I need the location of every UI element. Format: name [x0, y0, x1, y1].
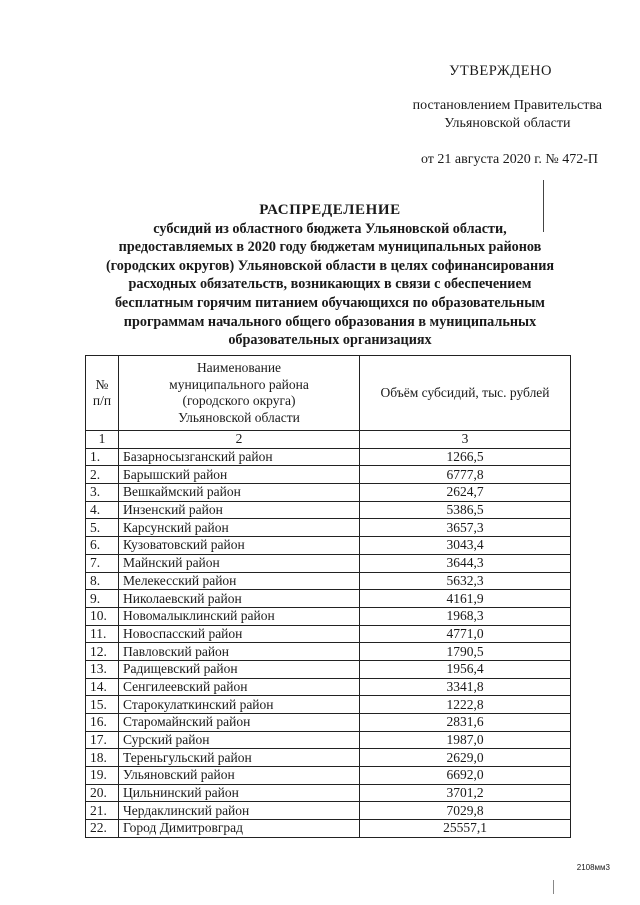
- subsidy-amount: 1956,4: [360, 660, 571, 678]
- row-number: 16.: [86, 714, 119, 732]
- header-name-line: (городского округа): [182, 393, 296, 408]
- index-cell: 1: [86, 431, 119, 449]
- district-name: Инзенский район: [119, 501, 360, 519]
- heading-line: программам начального общего образования в муниципальных: [123, 313, 537, 330]
- row-number: 9.: [86, 590, 119, 608]
- district-name: Радищевский район: [119, 660, 360, 678]
- table-row: [86, 554, 571, 572]
- row-number: 4.: [86, 501, 119, 519]
- document-code: 2108мм3: [576, 863, 610, 872]
- table-header-row: [86, 356, 571, 431]
- subsidy-amount: 1790,5: [360, 643, 571, 661]
- table-row: [86, 519, 571, 537]
- row-number: 6.: [86, 537, 119, 555]
- subsidy-amount: 6692,0: [360, 767, 571, 785]
- row-number: 14.: [86, 678, 119, 696]
- district-name: Барышский район: [119, 466, 360, 484]
- subsidy-amount: 7029,8: [360, 802, 571, 820]
- district-name: Кузоватовский район: [119, 537, 360, 555]
- row-number: 18.: [86, 749, 119, 767]
- district-name: Тереньгульский район: [119, 749, 360, 767]
- subsidy-amount: 4771,0: [360, 625, 571, 643]
- heading-line: бесплатным горячим питанием обучающихся по образовательным: [115, 294, 545, 311]
- district-name: Карсунский район: [119, 519, 360, 537]
- subsidy-amount: 1987,0: [360, 731, 571, 749]
- header-num-line: п/п: [92, 393, 112, 408]
- document-heading: [70, 201, 590, 350]
- heading-line: образовательных организациях: [228, 332, 432, 349]
- row-number: 5.: [86, 519, 119, 537]
- row-number: 20.: [86, 784, 119, 802]
- approval-title: УТВЕРЖДЕНО: [449, 63, 552, 79]
- table-row: [86, 784, 571, 802]
- header-name: [119, 356, 360, 431]
- table-row: [86, 572, 571, 590]
- subsidy-amount: 5386,5: [360, 501, 571, 519]
- index-cell: 3: [360, 431, 571, 449]
- district-name: Новомалыклинский район: [119, 607, 360, 625]
- heading-line: предоставляемых в 2020 году бюджетам муниципальных районов: [118, 239, 542, 256]
- district-name: Старомайнский район: [119, 714, 360, 732]
- district-name: Сурский район: [119, 731, 360, 749]
- row-number: 7.: [86, 554, 119, 572]
- subsidy-amount: 3043,4: [360, 537, 571, 555]
- row-number: 21.: [86, 802, 119, 820]
- heading-line: расходных обязательств, возникающих в связи с обеспечением: [128, 276, 532, 293]
- subsidy-amount: 4161,9: [360, 590, 571, 608]
- district-name: Мелекесский район: [119, 572, 360, 590]
- table-row: [86, 448, 571, 466]
- district-name: Базарносызганский район: [119, 448, 360, 466]
- table-row: [86, 714, 571, 732]
- subsidy-amount: 25557,1: [360, 820, 571, 838]
- header-name-line: Ульяновской области: [178, 409, 300, 425]
- district-name: Вешкаймский район: [119, 484, 360, 502]
- row-number: 12.: [86, 643, 119, 661]
- header-num: [86, 356, 119, 431]
- table-row: [86, 590, 571, 608]
- table-row: [86, 696, 571, 714]
- district-name: Майнский район: [119, 554, 360, 572]
- row-number: 13.: [86, 660, 119, 678]
- table-row: [86, 501, 571, 519]
- subsidy-amount: 1222,8: [360, 696, 571, 714]
- district-name: Сенгилеевский район: [119, 678, 360, 696]
- subsidy-amount: 2629,0: [360, 749, 571, 767]
- district-name: Чердаклинский район: [119, 802, 360, 820]
- heading-line: (городских округов) Ульяновской области в целях софинансирования: [105, 257, 555, 274]
- table-row: [86, 660, 571, 678]
- district-name: Цильнинский район: [119, 784, 360, 802]
- table-row: [86, 678, 571, 696]
- scan-mark: [553, 880, 554, 894]
- table-row: [86, 466, 571, 484]
- district-name: Старокулаткинский район: [119, 696, 360, 714]
- row-number: 22.: [86, 820, 119, 838]
- district-name: Николаевский район: [119, 590, 360, 608]
- subsidy-amount: 5632,3: [360, 572, 571, 590]
- row-number: 3.: [86, 484, 119, 502]
- header-amount: Объём субсидий, тыс. рублей: [360, 356, 571, 431]
- subsidy-amount: 3657,3: [360, 519, 571, 537]
- subsidy-amount: 2831,6: [360, 714, 571, 732]
- district-name: Ульяновский район: [119, 767, 360, 785]
- approval-line-2: Ульяновской области: [444, 116, 571, 131]
- row-number: 15.: [86, 696, 119, 714]
- index-cell: 2: [119, 431, 360, 449]
- approval-line-1: постановлением Правительства: [412, 98, 602, 113]
- subsidy-table: [85, 355, 571, 838]
- table-row: [86, 820, 571, 838]
- district-name: Новоспасский район: [119, 625, 360, 643]
- row-number: 10.: [86, 607, 119, 625]
- row-number: 1.: [86, 448, 119, 466]
- row-number: 19.: [86, 767, 119, 785]
- heading-title: РАСПРЕДЕЛЕНИЕ: [259, 202, 401, 218]
- table-row: [86, 537, 571, 555]
- table-row: [86, 767, 571, 785]
- row-number: 17.: [86, 731, 119, 749]
- table-row: [86, 731, 571, 749]
- row-number: 8.: [86, 572, 119, 590]
- header-name-line: муниципального района: [169, 376, 309, 392]
- table-row: [86, 643, 571, 661]
- district-name: Город Димитровград: [119, 820, 360, 838]
- table-row: [86, 802, 571, 820]
- approval-date: от 21 августа 2020 г. № 472-П: [420, 152, 598, 167]
- subsidy-amount: 1968,3: [360, 607, 571, 625]
- subsidy-amount: 2624,7: [360, 484, 571, 502]
- subsidy-amount: 3644,3: [360, 554, 571, 572]
- header-name-line: Наименование: [196, 360, 282, 375]
- table-row: [86, 749, 571, 767]
- subsidy-amount: 3701,2: [360, 784, 571, 802]
- table-row: [86, 625, 571, 643]
- heading-line: субсидий из областного бюджета Ульяновской области,: [153, 220, 507, 237]
- row-number: 11.: [86, 625, 119, 643]
- district-name: Павловский район: [119, 643, 360, 661]
- table-row: [86, 607, 571, 625]
- index-row: [86, 431, 571, 449]
- row-number: 2.: [86, 466, 119, 484]
- approval-block: [413, 97, 602, 133]
- subsidy-amount: 3341,8: [360, 678, 571, 696]
- header-num-line: №: [95, 376, 109, 392]
- subsidy-amount: 1266,5: [360, 448, 571, 466]
- subsidy-amount: 6777,8: [360, 466, 571, 484]
- table-row: [86, 484, 571, 502]
